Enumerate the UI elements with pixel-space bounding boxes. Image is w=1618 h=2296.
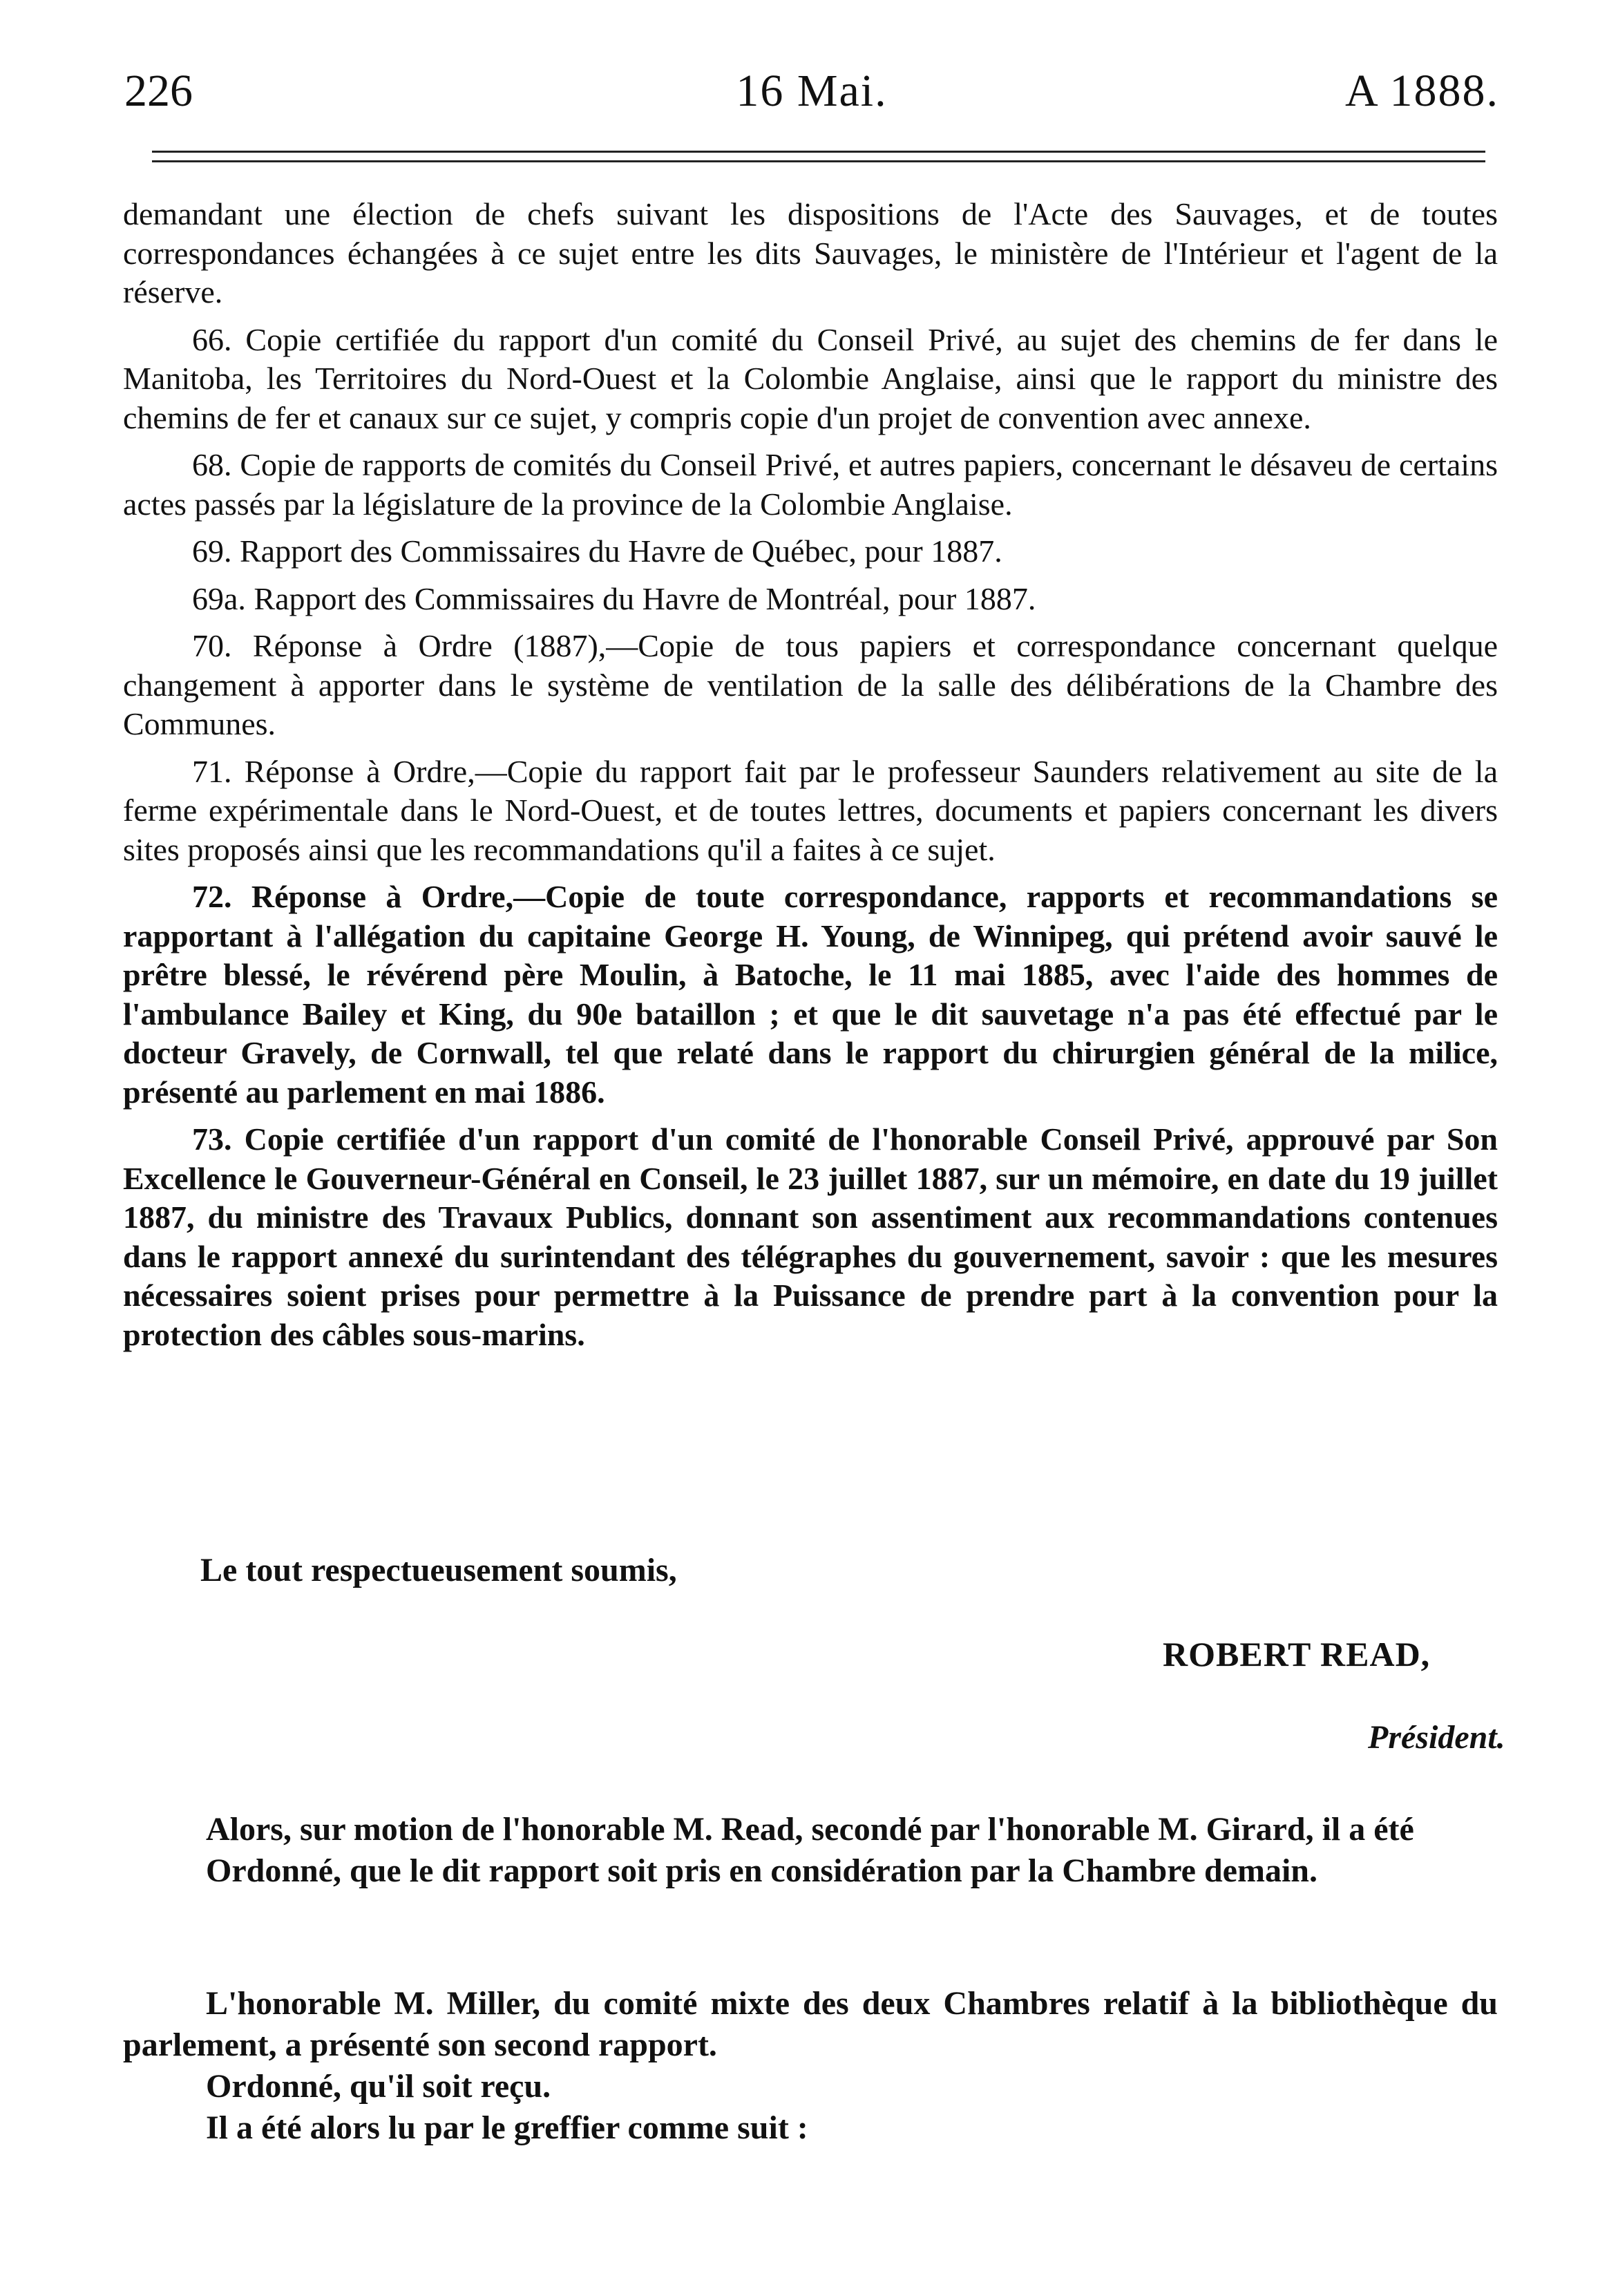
document-list	[123, 195, 1498, 1363]
motion-order: Ordonné, que le dit rapport soit pris en considération par la Chambre demain.	[206, 1852, 1317, 1889]
library-order: Ordonné, qu'il soit reçu.	[206, 2068, 551, 2105]
page-number: 226	[124, 66, 193, 116]
motion-line: Alors, sur motion de l'honorable M. Read, secondé par l'honorable M. Girard, il a été	[206, 1811, 1414, 1848]
page-header	[124, 64, 1499, 119]
page-year: A 1888.	[1344, 66, 1499, 116]
library-paragraph	[123, 1983, 1498, 2149]
list-item-69: 69. Rapport des Commissaires du Havre de Québec, pour 1887.	[192, 533, 1002, 569]
motion-paragraph	[123, 1809, 1498, 1892]
list-item-73: 73. Copie certifiée d'un rapport d'un comité de l'honorable Conseil Privé, approuvé par Son Excellence le Gouverneur-Général en Conseil, le 23 juillet 1887, sur un mémoire, en date du 19 juillet 1887, du ministre des Travaux Publics, donnant son assentiment aux recommandations contenues dans le rapport annexé du surintendant des télégraphes du gouvernement, savoir : que les mesures nécessaires soient prises pour permettre à la Puissance de prendre part à la convention pour la protection des câbles sous-marins.	[123, 1121, 1498, 1352]
page-date: 16 Mai.	[736, 66, 888, 116]
list-item-70: 70. Réponse à Ordre (1887),—Copie de tous papiers et correspondance concernant quelque changement à apporter dans le système de ventilation de la salle des délibérations de la Chambre des Communes.	[123, 628, 1498, 741]
closing-line: Le tout respectueusement soumis,	[200, 1552, 677, 1588]
signer-title: Président.	[1368, 1719, 1505, 1756]
list-item-continuation: demandant une élection de chefs suivant les dispositions de l'Acte des Sauvages, et de toutes correspondances échangées à ce sujet entre les dits Sauvages, le ministère de l'Intérieur et l'agent de la réserve.	[123, 196, 1498, 310]
library-reading: Il a été alors lu par le greffier comme suit :	[206, 2109, 808, 2146]
list-item-71: 71. Réponse à Ordre,—Copie du rapport fait par le professeur Saunders relativement au site de la ferme expérimentale dans le Nord-Ouest, et de toutes lettres, documents et papiers concernant les divers sites proposés ainsi que les recommandations qu'il a faites à ce sujet.	[123, 753, 1498, 867]
list-item-72: 72. Réponse à Ordre,—Copie de toute correspondance, rapports et recommandations se rapportant à l'allégation du capitaine George H. Young, de Winnipeg, qui prétend avoir sauvé le prêtre blessé, le révérend père Moulin, à Batoche, le 11 mai 1885, avec l'aide des hommes de l'ambulance Bailey et King, du 90e bataillon ; et que le dit sauvetage n'a pas été effectué par le docteur Gravely, de Cornwall, tel que relaté dans le rapport du chirurgien général de la milice, présenté au parlement en mai 1886.	[123, 879, 1498, 1110]
list-item-66: 66. Copie certifiée du rapport d'un comité du Conseil Privé, au sujet des chemins de fer dans le Manitoba, les Territoires du Nord-Ouest et la Colombie Anglaise, ainsi que le rapport du ministre des chemins de fer et canaux sur ce sujet, y compris copie d'un projet de convention avec annexe.	[123, 321, 1498, 435]
list-item-69a: 69a. Rapport des Commissaires du Havre de Montréal, pour 1887.	[192, 580, 1036, 616]
header-rule-bottom	[152, 160, 1485, 162]
signer-name: ROBERT READ,	[1163, 1635, 1431, 1673]
library-report-line: L'honorable M. Miller, du comité mixte des deux Chambres relatif à la bibliothèque du parlement, a présenté son second rapport.	[123, 1985, 1498, 2063]
header-rule-top	[152, 151, 1485, 153]
list-item-68: 68. Copie de rapports de comités du Conseil Privé, et autres papiers, concernant le désaveu de certains actes passés par la législature de la province de la Colombie Anglaise.	[123, 447, 1498, 522]
